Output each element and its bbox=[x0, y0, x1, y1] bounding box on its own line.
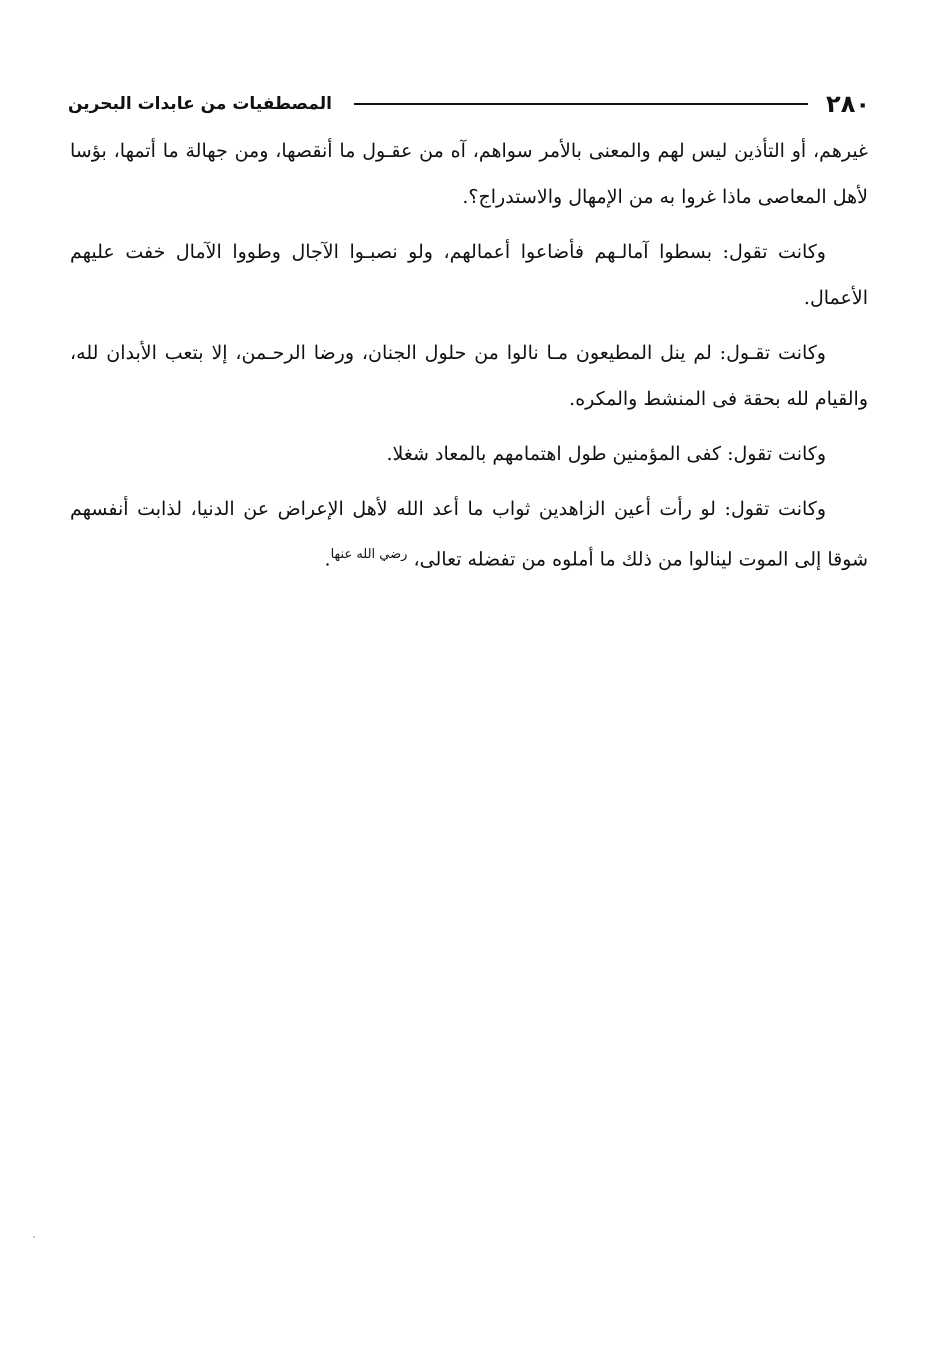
honorific-symbol: رضي الله عنها bbox=[330, 547, 408, 562]
page-number: ٢٨٠ bbox=[826, 90, 870, 118]
running-head bbox=[68, 86, 870, 122]
paragraph-2: وكانت تقول: بسطوا آمالـهم فأضاعوا أعمالهم، ولو نصبـوا الآجال وطووا الآمال خفت عليهم الأعمال. bbox=[70, 241, 868, 309]
book-title: المصطفيات من عابدات البحرين bbox=[68, 94, 332, 114]
paragraph-5-end: . bbox=[324, 548, 331, 571]
paragraph-5-text: وكانت تقول: لو رأت أعين الزاهدين ثواب ما أعد الله لأهل الإعراض عن الدنيا، لذابت أنفسهم شوقا إلى الموت لينالوا من ذلك ما أملوه من تفضله تعالى، bbox=[70, 498, 868, 571]
scan-speck bbox=[33, 1236, 35, 1238]
paragraph-3: وكانت تقـول: لم ينل المطيعون مـا نالوا من حلول الجنان، ورضا الرحـمن، إلا بتعب الأبدان لله، والقيام لله بحقة فى المنشط والمكره. bbox=[70, 342, 868, 410]
paragraph-5 bbox=[70, 486, 868, 582]
header-rule bbox=[354, 103, 808, 105]
paragraph-4: وكانت تقول: كفى المؤمنين طول اهتمامهم بالمعاد شغلا. bbox=[386, 443, 826, 465]
body-text bbox=[70, 128, 868, 591]
paragraph-1: غيرهم، أو التأذين ليس لهم والمعنى بالأمر سواهم، آه من عقـول ما أنقصها، ومن جهالة ما أتمها، بؤسا لأهل المعاصى ماذا غروا به من الإمهال والاستدراج؟. bbox=[70, 140, 868, 208]
